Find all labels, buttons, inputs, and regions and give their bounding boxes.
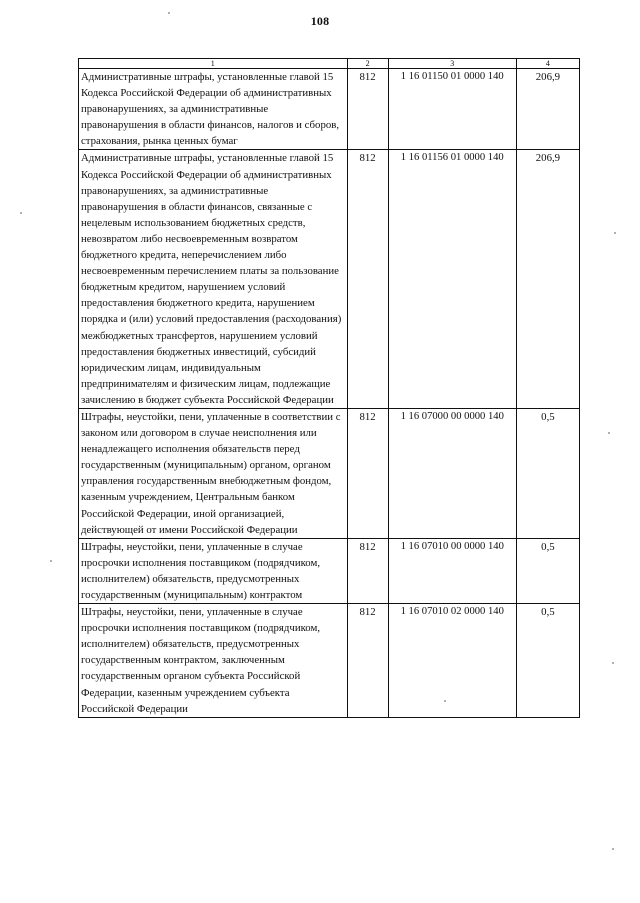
column-header-3: 3 <box>388 59 516 69</box>
row-budget-code: 1 16 01150 01 0000 140 <box>388 69 516 150</box>
column-header-2: 2 <box>347 59 388 69</box>
table-row <box>79 150 580 409</box>
row-amount: 206,9 <box>516 150 579 409</box>
row-admin-code: 812 <box>347 604 388 718</box>
row-description: Штрафы, неустойки, пени, уплаченные в случае просрочки исполнения поставщиком (подрядчиком, исполнителем) обязательств, предусмотренных государственным контрактом, заключенным государственным органом субъекта Российской Федерации, казенным учреждением субъекта Российской Федерации <box>79 604 348 718</box>
revenue-table-container <box>78 58 580 718</box>
scan-speck <box>614 232 616 234</box>
row-amount: 0,5 <box>516 408 579 538</box>
row-amount: 206,9 <box>516 69 579 150</box>
row-amount: 0,5 <box>516 538 579 603</box>
revenue-table <box>78 58 580 718</box>
column-header-4: 4 <box>516 59 579 69</box>
row-budget-code: 1 16 07010 00 0000 140 <box>388 538 516 603</box>
row-description: Штрафы, неустойки, пени, уплаченные в соответствии с законом или договором в случае неисполнения или ненадлежащего исполнения обязательств перед государственным (муниципальным) органом, органом управления государственным внебюджетным фондом, казенным учреждением, Центральным банком Российской Федерации, иной организацией, действующей от имени Российской Федерации <box>79 408 348 538</box>
scan-speck <box>612 848 614 850</box>
row-description: Штрафы, неустойки, пени, уплаченные в случае просрочки исполнения поставщиком (подрядчиком, исполнителем) обязательств, предусмотренных государственным (муниципальным) контрактом <box>79 538 348 603</box>
table-row <box>79 538 580 603</box>
row-description: Административные штрафы, установленные главой 15 Кодекса Российской Федерации об административных правонарушениях, за административные правонарушения в области финансов, связанные с нецелевым использованием бюджетных средств, невозвратом либо несвоевременным возвратом бюджетного кредита, неперечислением либо несвоевременным перечислением платы за пользование бюджетным кредитом, нарушением условий предоставления бюджетного кредита, нарушением порядка и (или) условий предоставления (расходования) межбюджетных трансфертов, нарушением условий предоставления бюджетных инвестиций, субсидий юридическим лицам, индивидуальным предпринимателям и физическим лицам, подлежащие зачислению в бюджет субъекта Российской Федерации <box>79 150 348 409</box>
row-admin-code: 812 <box>347 150 388 409</box>
row-admin-code: 812 <box>347 69 388 150</box>
row-description: Административные штрафы, установленные главой 15 Кодекса Российской Федерации об административных правонарушениях, за административные правонарушения в области финансов, налогов и сборов, страхования, рынка ценных бумаг <box>79 69 348 150</box>
row-admin-code: 812 <box>347 408 388 538</box>
row-admin-code: 812 <box>347 538 388 603</box>
scan-speck <box>20 212 22 214</box>
row-amount: 0,5 <box>516 604 579 718</box>
scan-speck <box>444 700 446 702</box>
column-header-1: 1 <box>79 59 348 69</box>
page-number: 108 <box>310 14 330 28</box>
row-budget-code: 1 16 01156 01 0000 140 <box>388 150 516 409</box>
scan-speck <box>168 12 170 14</box>
table-row <box>79 69 580 150</box>
row-budget-code: 1 16 07010 02 0000 140 <box>388 604 516 718</box>
column-number-row <box>79 59 580 69</box>
scan-speck <box>612 662 614 664</box>
table-row <box>79 408 580 538</box>
table-row <box>79 604 580 718</box>
row-budget-code: 1 16 07000 00 0000 140 <box>388 408 516 538</box>
scan-speck <box>50 560 52 562</box>
scan-speck <box>608 432 610 434</box>
